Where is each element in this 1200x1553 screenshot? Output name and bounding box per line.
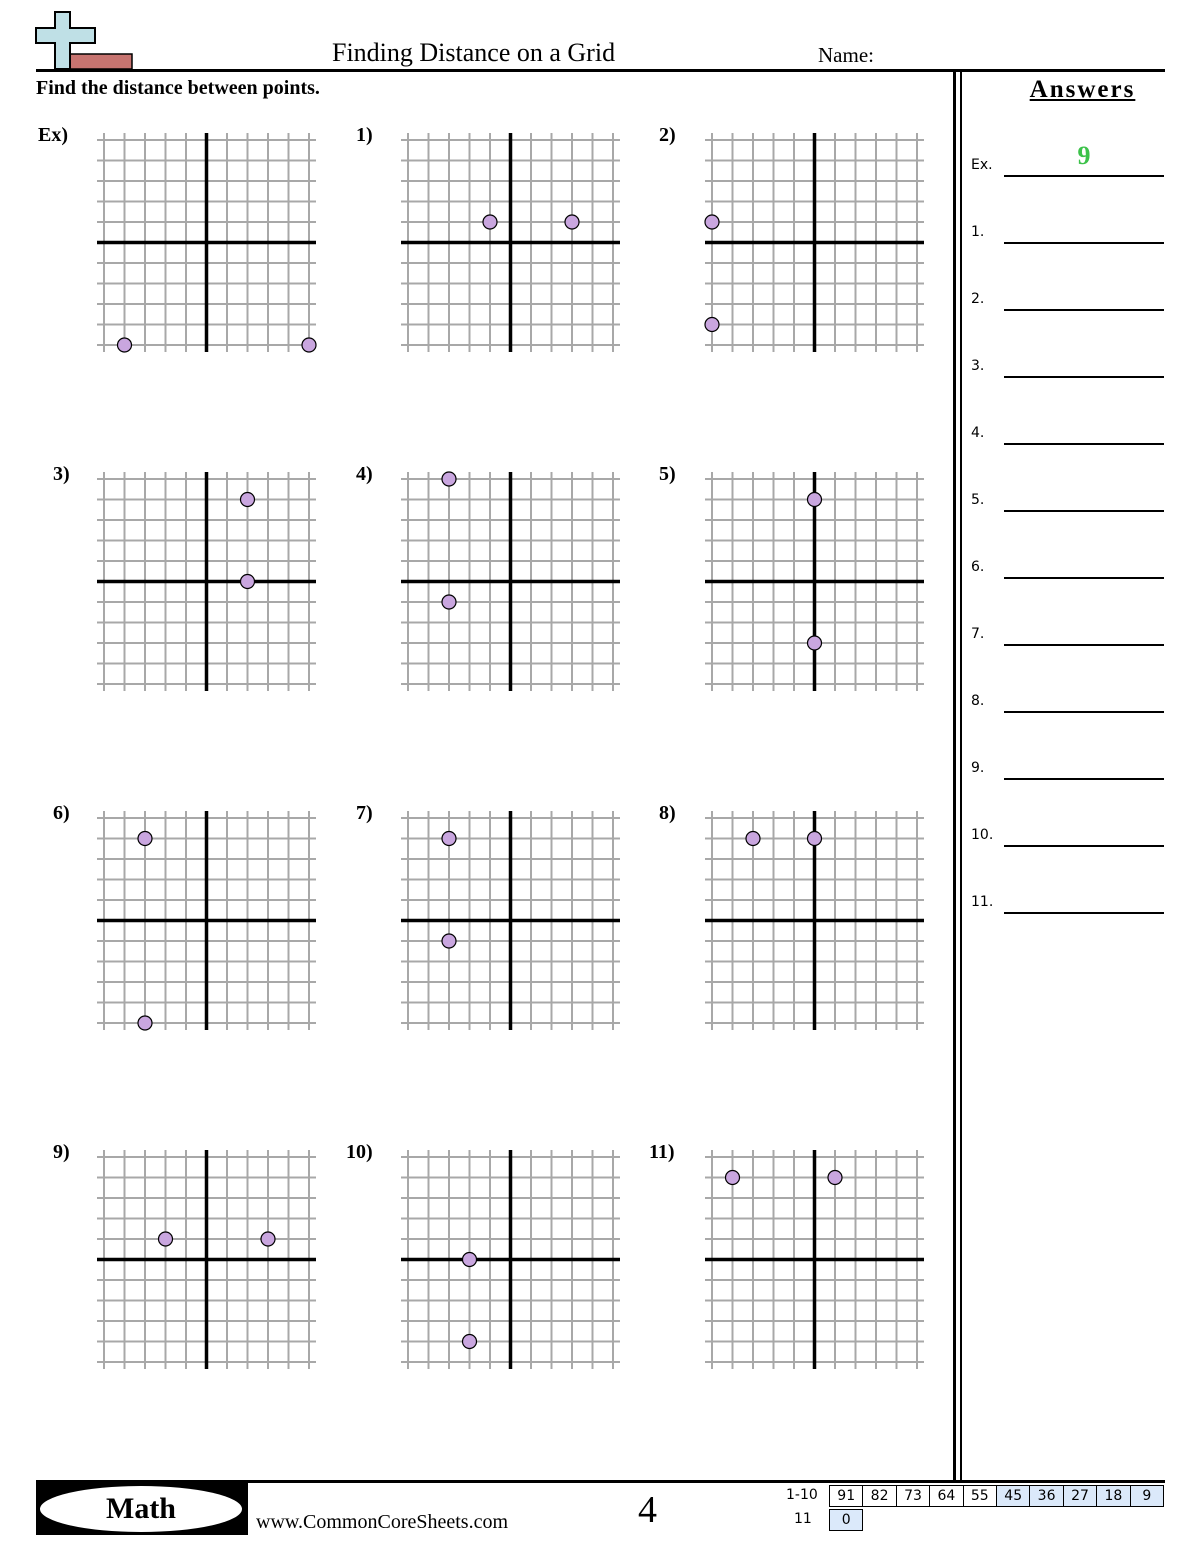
answer-value: 9 — [1077, 141, 1091, 170]
plotted-point — [726, 1171, 740, 1185]
coordinate-grid — [97, 133, 316, 352]
plotted-point — [118, 338, 132, 352]
answer-blank[interactable] — [1004, 443, 1164, 445]
plotted-point — [241, 493, 255, 507]
score-cell: 9 — [1130, 1485, 1164, 1507]
coordinate-grid — [705, 472, 924, 691]
answer-blank[interactable] — [1004, 711, 1164, 713]
answer-label: 1. — [971, 224, 985, 240]
answer-label: 7. — [971, 626, 985, 642]
answer-panel-border — [960, 72, 962, 1482]
plotted-point — [463, 1253, 477, 1267]
answers-heading: Answers — [1029, 76, 1136, 103]
score-cell: 27 — [1063, 1485, 1097, 1507]
score-cell: 36 — [1029, 1485, 1063, 1507]
instructions: Find the distance between points. — [36, 77, 320, 99]
plotted-point — [828, 1171, 842, 1185]
answer-blank[interactable] — [1004, 510, 1164, 512]
plotted-point — [138, 1016, 152, 1030]
answer-label: 4. — [971, 425, 985, 441]
plotted-point — [565, 215, 579, 229]
coordinate-grid — [705, 1150, 924, 1369]
score-cell: 73 — [896, 1485, 930, 1507]
plotted-point — [159, 1232, 173, 1246]
plotted-point — [302, 338, 316, 352]
score-range-label: 1-10 — [786, 1487, 818, 1503]
answer-blank[interactable] — [1004, 309, 1164, 311]
plotted-point — [442, 934, 456, 948]
problem-label: 4) — [356, 463, 373, 485]
answer-blank[interactable] — [1004, 577, 1164, 579]
plotted-point — [261, 1232, 275, 1246]
plotted-point — [442, 595, 456, 609]
coordinate-grid — [705, 811, 924, 1030]
coordinate-grid — [97, 1150, 316, 1369]
problem-label: Ex) — [38, 124, 68, 146]
subject-label: Math — [40, 1486, 242, 1532]
score-cell: 91 — [829, 1485, 863, 1507]
plotted-point — [705, 318, 719, 332]
worksheet-title: Finding Distance on a Grid — [332, 38, 616, 67]
answer-label: 2. — [971, 291, 985, 307]
plotted-point — [483, 215, 497, 229]
problem-label: 8) — [659, 802, 676, 824]
score-cell: 18 — [1096, 1485, 1130, 1507]
header-divider — [36, 69, 1165, 72]
worksheet-logo — [34, 10, 134, 70]
answer-label: 8. — [971, 693, 985, 709]
problem-label: 7) — [356, 802, 373, 824]
score-cell: 55 — [963, 1485, 997, 1507]
problem-label: 3) — [53, 463, 70, 485]
answer-label: 3. — [971, 358, 985, 374]
coordinate-grid — [97, 811, 316, 1030]
page-number: 4 — [638, 1489, 657, 1531]
problem-label: 2) — [659, 124, 676, 146]
answer-blank[interactable] — [1004, 376, 1164, 378]
answer-blank[interactable] — [1004, 912, 1164, 914]
score-cell: 82 — [862, 1485, 896, 1507]
problem-label: 1) — [356, 124, 373, 146]
plotted-point — [808, 636, 822, 650]
answer-blank[interactable] — [1004, 175, 1164, 177]
answer-label: 6. — [971, 559, 985, 575]
coordinate-grid — [401, 133, 620, 352]
score-cell: 64 — [929, 1485, 963, 1507]
plotted-point — [746, 832, 760, 846]
coordinate-grid — [97, 472, 316, 691]
coordinate-grid — [705, 133, 924, 352]
score-cell: 45 — [996, 1485, 1030, 1507]
answer-label: 5. — [971, 492, 985, 508]
score-range-label: 11 — [794, 1511, 812, 1527]
plotted-point — [138, 832, 152, 846]
answer-panel-border — [953, 72, 956, 1482]
score-cell: 0 — [829, 1509, 863, 1531]
name-label: Name: — [818, 43, 874, 67]
plotted-point — [241, 575, 255, 589]
answer-blank[interactable] — [1004, 778, 1164, 780]
answer-label: Ex. — [971, 157, 993, 173]
coordinate-grid — [401, 811, 620, 1030]
problem-label: 6) — [53, 802, 70, 824]
problem-label: 5) — [659, 463, 676, 485]
answer-blank[interactable] — [1004, 845, 1164, 847]
answer-blank[interactable] — [1004, 644, 1164, 646]
coordinate-grid — [401, 1150, 620, 1369]
answer-label: 10. — [971, 827, 994, 843]
problem-label: 9) — [53, 1141, 70, 1163]
coordinate-grid — [401, 472, 620, 691]
answer-label: 11. — [971, 894, 994, 910]
problem-label: 10) — [346, 1141, 373, 1163]
website-url: www.CommonCoreSheets.com — [256, 1511, 509, 1533]
answer-label: 9. — [971, 760, 985, 776]
plotted-point — [442, 832, 456, 846]
problem-label: 11) — [649, 1141, 675, 1163]
plotted-point — [705, 215, 719, 229]
plotted-point — [463, 1335, 477, 1349]
plotted-point — [808, 493, 822, 507]
plotted-point — [808, 832, 822, 846]
answer-blank[interactable] — [1004, 242, 1164, 244]
plotted-point — [442, 472, 456, 486]
